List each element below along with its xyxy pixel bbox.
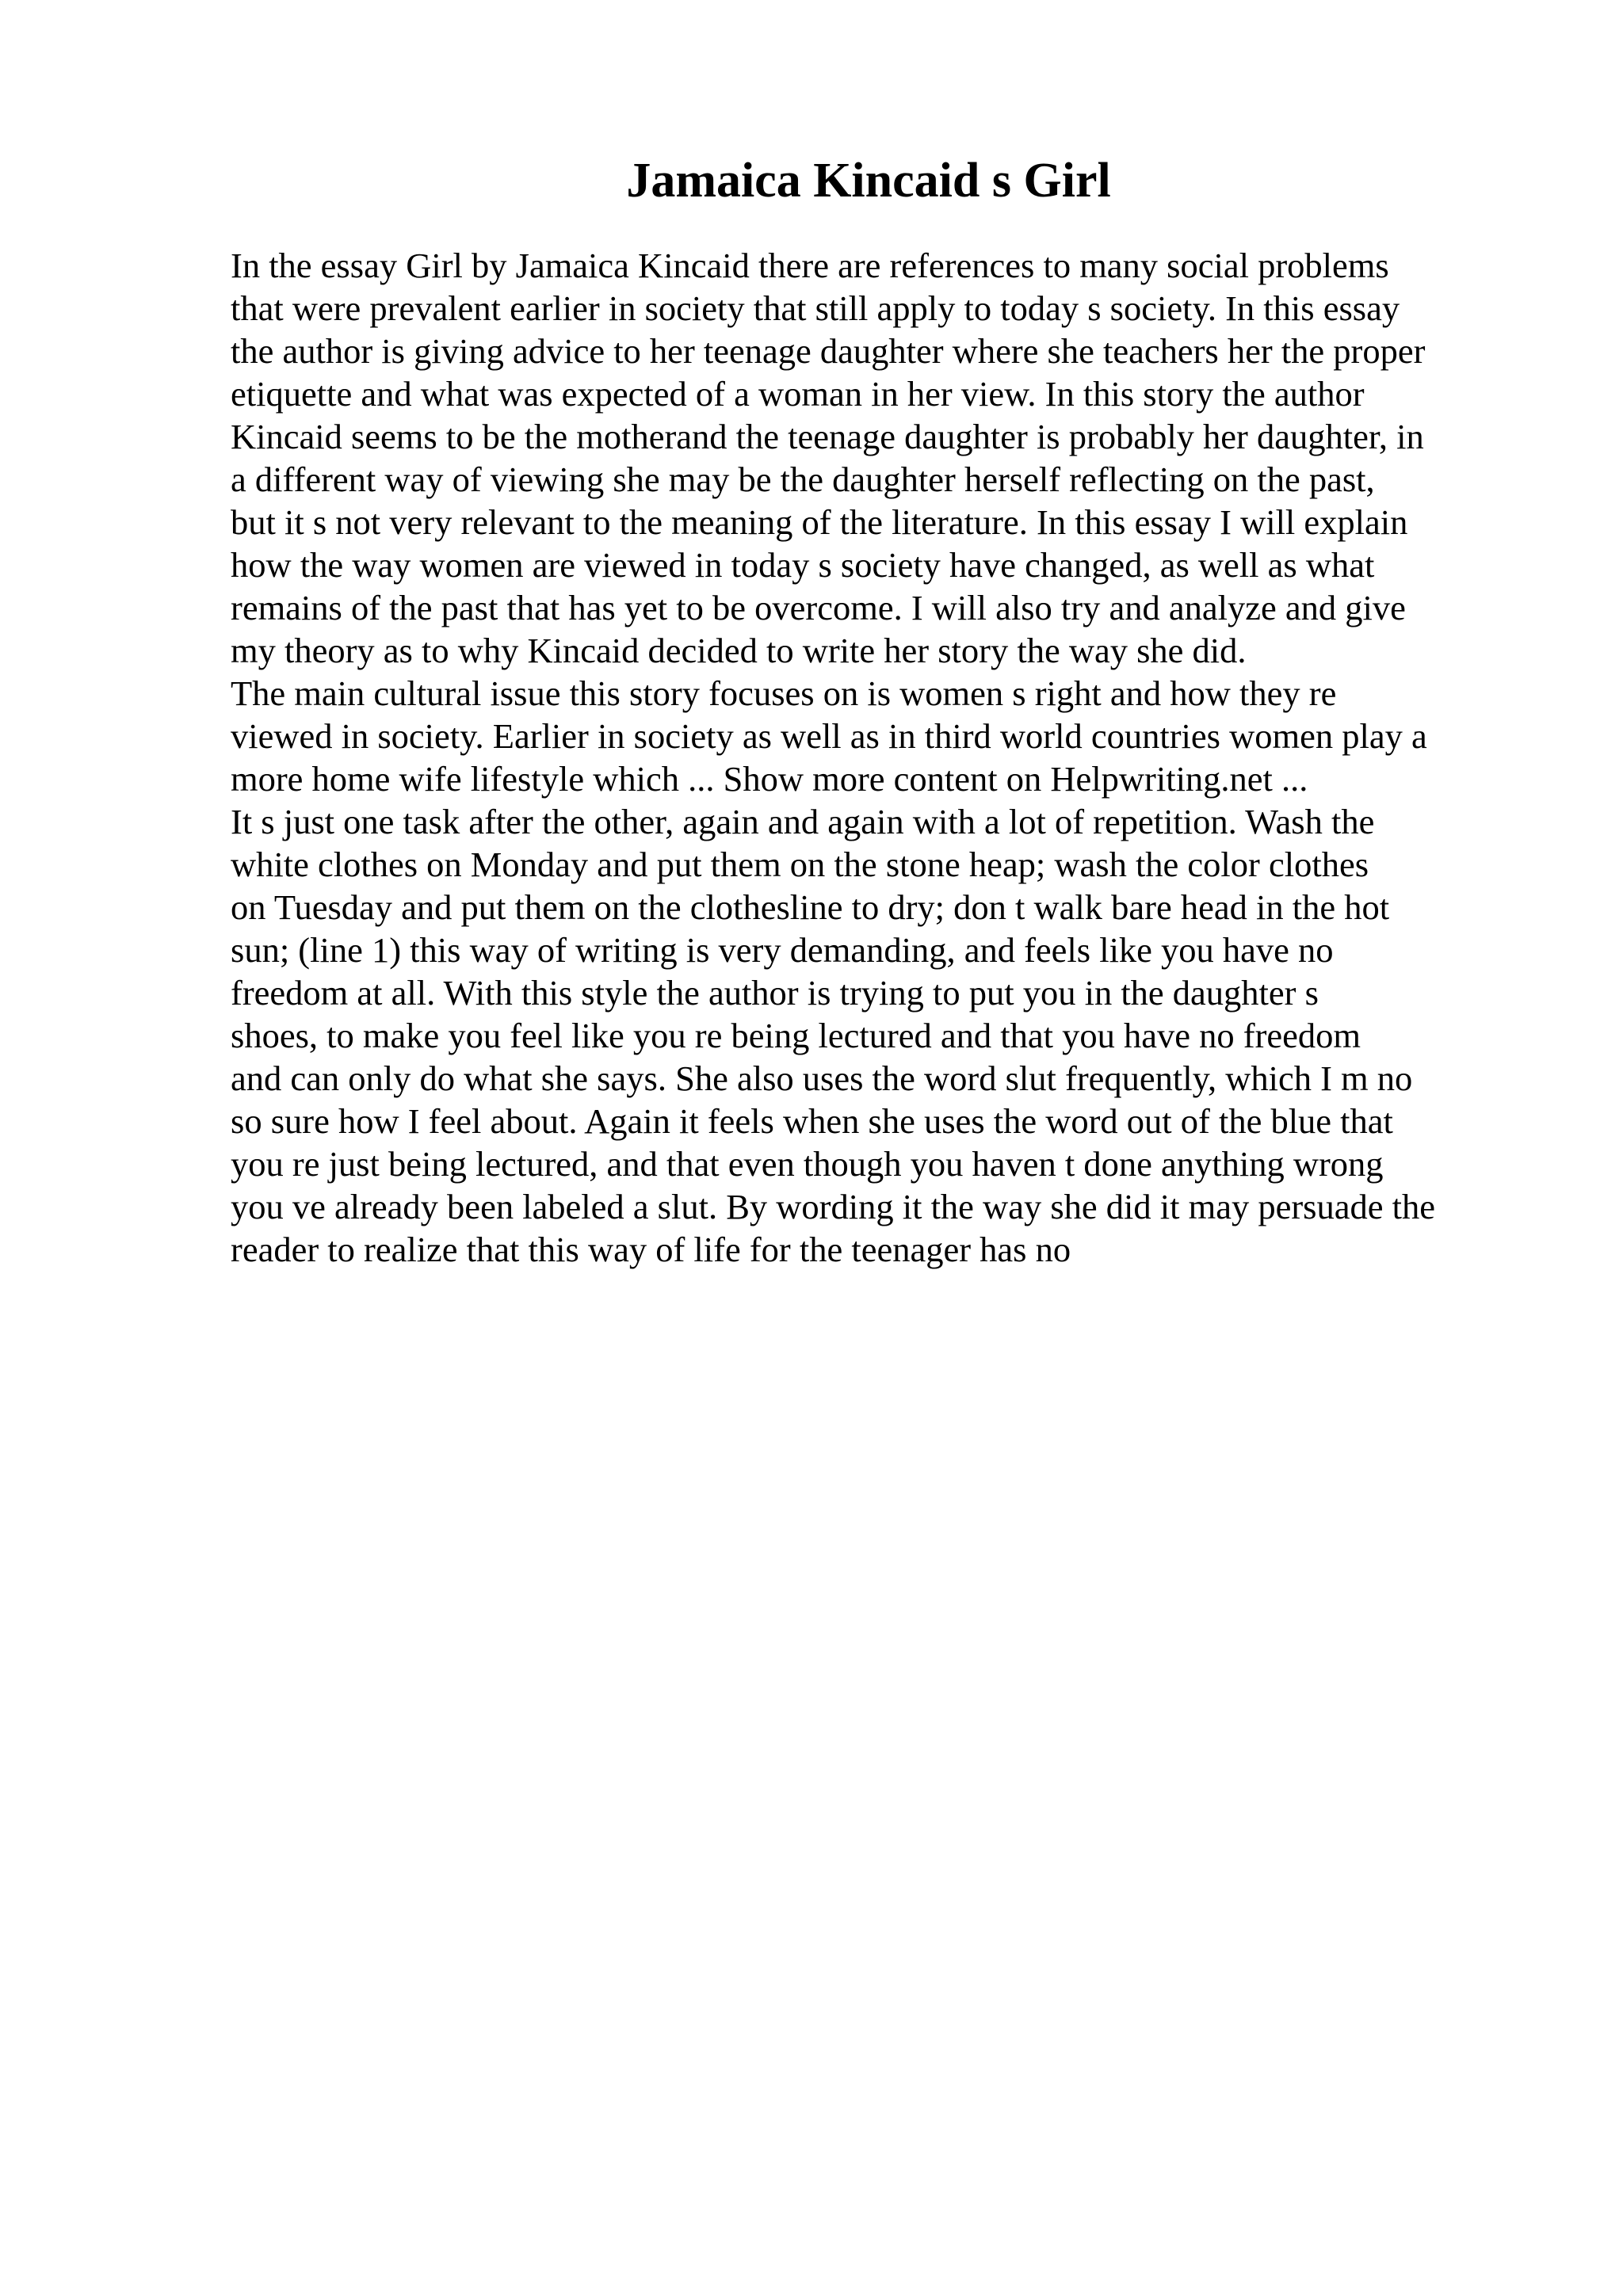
text-line: more home wife lifestyle which ... Show more content on Helpwriting.net ...	[231, 759, 1308, 799]
document-body	[231, 244, 1594, 1271]
text-line: a different way of viewing she may be the daughter herself reflecting on the past,	[231, 460, 1375, 499]
text-line: freedom at all. With this style the author is trying to put you in the daughter s	[231, 973, 1319, 1013]
text-line: sun; (line 1) this way of writing is very demanding, and feels like you have no	[231, 930, 1334, 970]
text-line: how the way women are viewed in today s society have changed, as well as what	[231, 545, 1375, 585]
text-line: you ve already been labeled a slut. By wording it the way she did it may persuade the	[231, 1187, 1435, 1226]
text-line: viewed in society. Earlier in society as well as in third world countries women play a	[231, 716, 1427, 756]
text-line: In the essay Girl by Jamaica Kincaid there are references to many social problems	[231, 246, 1389, 285]
text-line: white clothes on Monday and put them on the stone heap; wash the color clothes	[231, 845, 1369, 884]
text-line: shoes, to make you feel like you re being lectured and that you have no freedom	[231, 1016, 1361, 1055]
text-line: Kincaid seems to be the motherand the teenage daughter is probably her daughter, in	[231, 417, 1424, 456]
text-line: so sure how I feel about. Again it feels when she uses the word out of the blue that	[231, 1101, 1393, 1141]
text-line: that were prevalent earlier in society that still apply to today s society. In this essay	[231, 288, 1400, 328]
document-title: Jamaica Kincaid s Girl	[626, 154, 1111, 208]
text-line: The main cultural issue this story focuses on is women s right and how they re	[231, 673, 1337, 713]
text-line: reader to realize that this way of life for the teenager has no	[231, 1230, 1071, 1269]
text-line: remains of the past that has yet to be overcome. I will also try and analyze and give	[231, 588, 1406, 627]
text-line: the author is giving advice to her teenage daughter where she teachers her the proper	[231, 331, 1426, 371]
text-line: etiquette and what was expected of a woman in her view. In this story the author	[231, 374, 1365, 414]
text-line: and can only do what she says. She also uses the word slut frequently, which I m no	[231, 1058, 1413, 1098]
text-line: but it s not very relevant to the meaning of the literature. In this essay I will explain	[231, 502, 1408, 542]
text-line: on Tuesday and put them on the clothesline to dry; don t walk bare head in the hot	[231, 887, 1390, 927]
text-line: It s just one task after the other, again and again with a lot of repetition. Wash the	[231, 802, 1375, 841]
text-line: my theory as to why Kincaid decided to write her story the way she did.	[231, 631, 1247, 670]
text-line: you re just being lectured, and that even though you haven t done anything wrong	[231, 1144, 1384, 1184]
